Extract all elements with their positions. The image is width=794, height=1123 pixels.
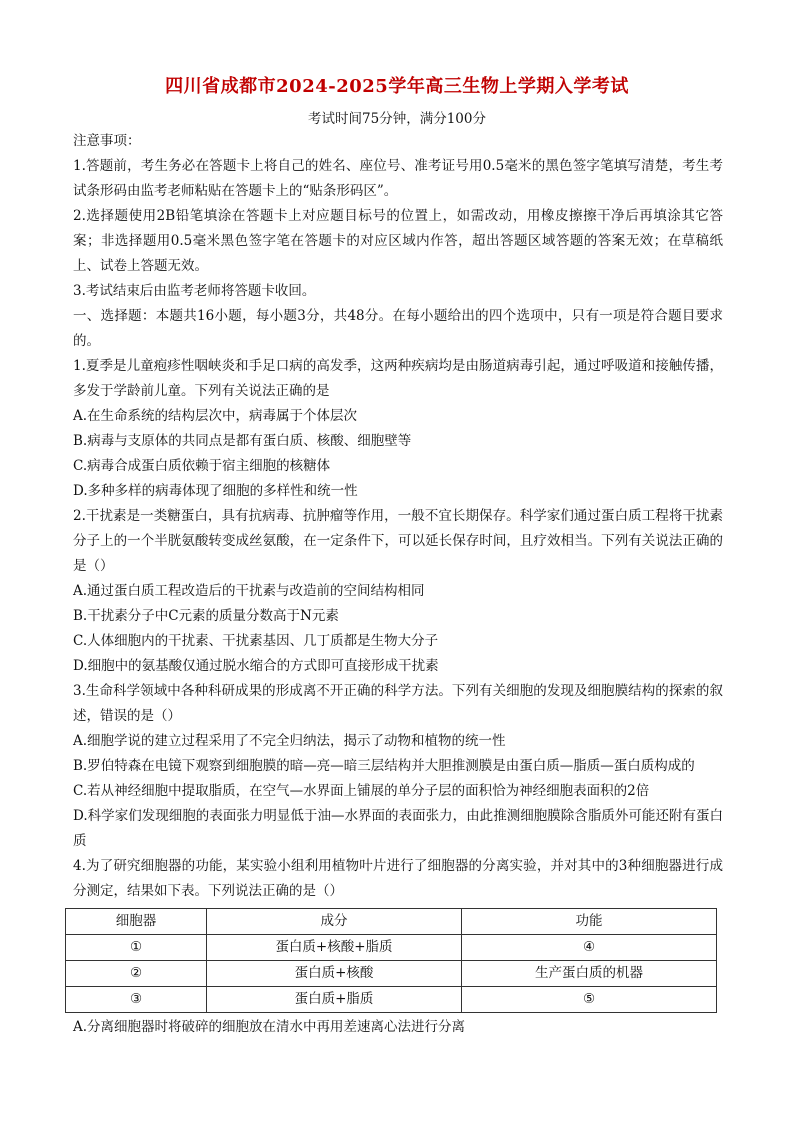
- table-header-cell: 细胞器: [66, 909, 207, 935]
- table-cell: ③: [66, 987, 207, 1013]
- notice-item: 1.答题前，考生务必在答题卡上将自己的姓名、座位号、准考证号用0.5毫米的黑色签字笔填写清楚，考生考试条形码由监考老师粘贴在答题卡上的“贴条形码区”。: [73, 158, 723, 199]
- question-option: D.多种多样的病毒体现了细胞的多样性和统一性: [73, 483, 358, 499]
- notice-item: 2.选择题使用2B铅笔填涂在答题卡上对应题目标号的位置上，如需改动，用橡皮擦擦干净后再填涂其它答案；非选择题用0.5毫米黑色签字笔在答题卡的对应区域内作答，超出答题区域答题的答案无效；在草稿纸上、试卷上答题无效。: [73, 208, 723, 274]
- organelle-table: [65, 908, 717, 1013]
- table-row: [66, 935, 717, 961]
- question-option: A.在生命系统的结构层次中，病毒属于个体层次: [73, 408, 358, 424]
- question-option: D.细胞中的氨基酸仅通过脱水缩合的方式即可直接形成干扰素: [73, 658, 439, 674]
- table-cell: ②: [66, 961, 207, 987]
- question-option: C.人体细胞内的干扰素、干扰素基因、几丁质都是生物大分子: [73, 633, 439, 649]
- organelle-table-wrap: [73, 908, 723, 1013]
- question-option: A.细胞学说的建立过程采用了不完全归纳法，揭示了动物和植物的统一性: [73, 733, 506, 749]
- exam-subtitle: 考试时间75分钟，满分100分: [308, 111, 486, 127]
- table-cell: 蛋白质+核酸: [207, 961, 462, 987]
- question-option: C.病毒合成蛋白质依赖于宿主细胞的核糖体: [73, 458, 331, 474]
- question-option: B.病毒与支原体的共同点是都有蛋白质、核酸、细胞壁等: [73, 433, 412, 449]
- table-header-row: [66, 909, 717, 935]
- exam-title: 四川省成都市2024-2025学年高三生物上学期入学考试: [165, 76, 629, 97]
- question-option: A.分离细胞器时将破碎的细胞放在清水中再用差速离心法进行分离: [73, 1019, 466, 1035]
- question-option: C.若从神经细胞中提取脂质，在空气—水界面上铺展的单分子层的面积恰为神经细胞表面积的2倍: [73, 783, 650, 799]
- table-row: [66, 987, 717, 1013]
- table-cell: 蛋白质+脂质: [207, 987, 462, 1013]
- question-stem: 2.干扰素是一类糖蛋白，具有抗病毒、抗肿瘤等作用，一般不宜长期保存。科学家们通过蛋白质工程将干扰素分子上的一个半胱氨酸转变成丝氨酸，在一定条件下，可以延长保存时间，且疗效相当。下列有关说法正确的是（）: [73, 508, 723, 574]
- table-header-cell: 成分: [207, 909, 462, 935]
- question-stem: 3.生命科学领域中各种科研成果的形成离不开正确的科学方法。下列有关细胞的发现及细胞膜结构的探索的叙述，错误的是（）: [73, 683, 723, 724]
- table-cell: 生产蛋白质的机器: [462, 961, 717, 987]
- table-header-cell: 功能: [462, 909, 717, 935]
- table-cell: ④: [462, 935, 717, 961]
- exam-body: [73, 129, 723, 1040]
- table-cell: 蛋白质+核酸+脂质: [207, 935, 462, 961]
- question-stem: 1.夏季是儿童疱疹性咽峡炎和手足口病的高发季，这两种疾病均是由肠道病毒引起，通过呼吸道和接触传播，多发于学龄前儿童。下列有关说法正确的是: [73, 358, 723, 399]
- question-option: D.科学家们发现细胞的表面张力明显低于油—水界面的表面张力，由此推测细胞膜除含脂质外可能还附有蛋白质: [73, 808, 723, 849]
- table-row: [66, 961, 717, 987]
- section-heading: 一、选择题：本题共16小题，每小题3分，共48分。在每小题给出的四个选项中，只有一项是符合题目要求的。: [73, 308, 723, 349]
- table-cell: ①: [66, 935, 207, 961]
- question-option: B.罗伯特森在电镜下观察到细胞膜的暗—亮—暗三层结构并大胆推测膜是由蛋白质—脂质—蛋白质构成的: [73, 758, 695, 774]
- table-cell: ⑤: [462, 987, 717, 1013]
- question-stem: 4.为了研究细胞器的功能，某实验小组利用植物叶片进行了细胞器的分离实验，并对其中的3种细胞器进行成分测定，结果如下表。下列说法正确的是（）: [73, 858, 723, 899]
- question-option: A.通过蛋白质工程改造后的干扰素与改造前的空间结构相同: [73, 583, 425, 599]
- notice-heading: 注意事项：: [73, 133, 141, 149]
- question-option: B.干扰素分子中C元素的质量分数高于N元素: [73, 608, 339, 624]
- notice-item: 3.考试结束后由监考老师将答题卡收回。: [73, 283, 316, 299]
